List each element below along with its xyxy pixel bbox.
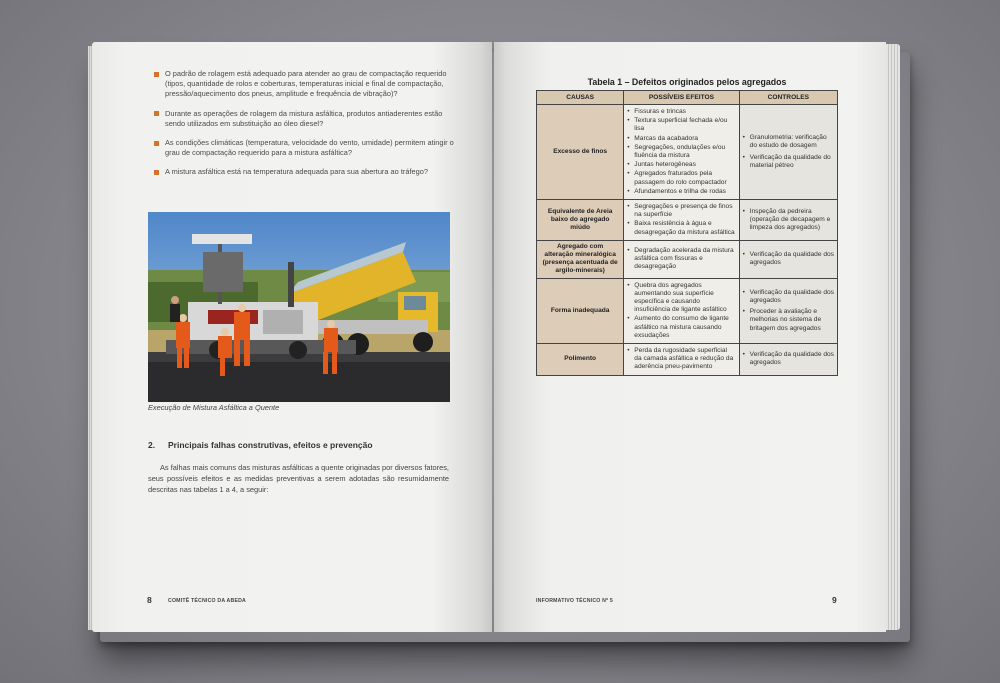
table-header-row	[537, 91, 838, 105]
table-row	[537, 278, 838, 343]
effect-item: • Baixa resistência à água e desagregação da mistura asfáltica	[627, 220, 735, 236]
controls-cell	[739, 344, 837, 376]
control-item: • Granulometria: verificação do estudo de dosagem	[742, 134, 827, 150]
effect-item: • Marcas da acabadora	[627, 134, 699, 142]
asphalt-paving-photo	[148, 212, 450, 402]
effect-item: • Segregações e presença de finos na superfície	[627, 203, 733, 219]
left-page	[92, 42, 492, 632]
control-item: • Verificação da qualidade do material pétreo	[742, 153, 831, 169]
header-causes: CAUSAS	[537, 91, 624, 105]
bullet-square-icon	[154, 111, 159, 116]
cause-cell: Excesso de finos	[537, 105, 624, 200]
effect-item: • Afundamentos e trilha de rodas	[627, 187, 726, 195]
cause-cell: Equivalente de Areia baixo do agregado miúdo	[537, 200, 624, 241]
effects-cell	[624, 240, 739, 278]
footer-label-left: COMITÊ TÉCNICO DA ABEDA	[168, 598, 246, 604]
effect-item: • Segregações, ondulações e/ou fluência da mistura	[627, 143, 726, 160]
effects-cell	[624, 105, 739, 200]
control-item: • Inspeção da pedreira (operação de decapagem e limpeza dos agregados)	[742, 207, 831, 232]
control-item: • Verificação da qualidade dos agregados	[742, 251, 834, 267]
table-row	[537, 344, 838, 376]
effect-item: • Perda da rugosidade superficial da camada asfáltica e redução da aderência pneu-pavimento	[627, 347, 734, 371]
body-paragraph: As falhas mais comuns das misturas asfálticas a quente originadas por diversos fatores, seus possíveis efeitos e as medidas preventivas a serem adotadas são resumidamente descritas nas tabelas 1 a 4, a seguir:	[148, 463, 449, 494]
footer-label-right: INFORMATIVO TÉCNICO Nº 5	[536, 598, 613, 604]
right-page	[494, 42, 886, 632]
effect-item: • Quebra dos agregados aumentando sua superfície específica e causando insuficiência de ligante asfáltico	[627, 281, 727, 314]
effect-item: • Juntas heterogêneas	[627, 161, 696, 169]
defects-table	[536, 90, 838, 376]
bullet-square-icon	[154, 141, 159, 146]
control-item: • Verificação da qualidade dos agregados	[742, 351, 834, 367]
table-row	[537, 200, 838, 241]
table-title: Tabela 1 – Defeitos originados pelos agregados	[587, 77, 787, 87]
effect-item: • Degradação acelerada da mistura asfáltica com fissuras e desagregação	[627, 246, 734, 271]
controls-cell	[739, 105, 837, 200]
effect-item: • Textura superficial fechada e/ou lisa	[627, 117, 728, 133]
effects-cell	[624, 344, 739, 376]
header-effects: POSSÍVEIS EFEITOS	[624, 91, 739, 105]
page-number-right: 9	[832, 595, 837, 605]
cause-cell: Forma inadequada	[537, 278, 624, 343]
header-controls: CONTROLES	[739, 91, 837, 105]
page-number-left: 8	[147, 595, 152, 605]
bullet-square-icon	[154, 170, 159, 175]
section-title: Principais falhas construtivas, efeitos e prevenção	[168, 440, 373, 450]
control-item: • Proceder à avaliação e melhorias no sistema de britagem dos agregados	[742, 308, 822, 332]
table-row	[537, 240, 838, 278]
control-item: • Verificação da qualidade dos agregados	[742, 288, 834, 305]
cause-cell: Agregado com alteração mineralógica (presença acentuada de argilo-minerais)	[537, 240, 624, 278]
controls-cell	[739, 200, 837, 241]
checklist-item: O padrão de rolagem está adequado para atender ao grau de compactação requerido (tipos, quantidade de rolos e coberturas, temperaturas inicial e final de compactação, pressão/aquecimento dos pneus, amplitude e frequência de vibração)?	[154, 69, 454, 100]
controls-cell	[739, 240, 837, 278]
section-heading	[148, 440, 373, 450]
cause-cell: Polimento	[537, 344, 624, 376]
controls-cell	[739, 278, 837, 343]
table-row	[537, 105, 838, 200]
bullet-square-icon	[154, 72, 159, 77]
effect-item: • Aumento do consumo de ligante asfáltico na mistura causando exsudações	[627, 315, 729, 339]
effect-item: • Fissuras e trincas	[627, 108, 686, 115]
checklist	[154, 69, 454, 187]
effect-item: • Agregados fraturados pela passagem do rolo compactador	[627, 170, 727, 186]
section-number: 2.	[148, 440, 156, 450]
effects-cell	[624, 278, 739, 343]
checklist-item: A mistura asfáltica está na temperatura adequada para sua abertura ao tráfego?	[154, 167, 454, 177]
checklist-item: Durante as operações de rolagem da mistura asfáltica, produtos antiaderentes estão sendo utilizados em substituição ao óleo diesel?	[154, 109, 454, 129]
effects-cell	[624, 200, 739, 241]
photo-caption: Execução de Mistura Asfáltica a Quente	[148, 403, 280, 412]
checklist-item: As condições climáticas (temperatura, velocidade do vento, umidade) permitem atingir o grau de compactação requerido para a mistura asfáltica?	[154, 138, 454, 158]
